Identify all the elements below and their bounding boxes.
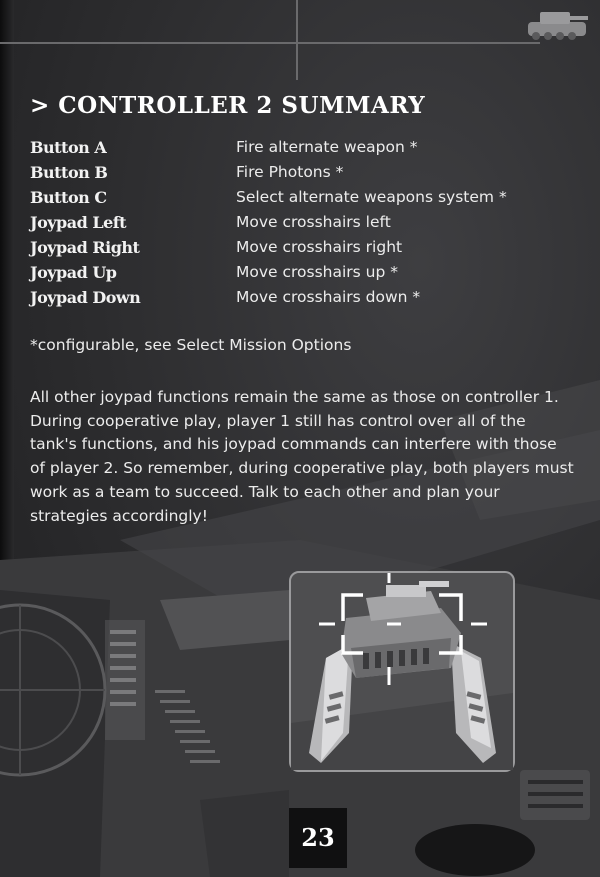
tank-crosshair-illustration <box>291 573 513 770</box>
body-paragraph: All other joypad functions remain the same as those on controller 1. During cooperative play, player 1 still has control over all of the tank's functions, and his joypad commands can interfere with those of player 2. So remember, during cooperative play, both players must work as a team to succeed. Talk to each other and plan your strategies accordingly! <box>30 388 574 525</box>
control-action: Move crosshairs left <box>236 213 391 231</box>
control-row <box>30 188 590 213</box>
control-key: Joypad Down <box>30 288 141 307</box>
control-row <box>30 213 590 238</box>
tank-illustration-panel <box>289 571 515 772</box>
header-rule <box>0 42 540 44</box>
control-key: Button A <box>30 138 107 157</box>
control-action: Move crosshairs right <box>236 238 403 256</box>
control-action: Fire alternate weapon * <box>236 138 418 156</box>
configurable-footnote: *configurable, see Select Mission Options <box>30 336 352 354</box>
tank-corner-icon <box>522 4 592 44</box>
section-title: > CONTROLLER 2 SUMMARY <box>30 92 426 119</box>
control-row <box>30 138 590 163</box>
control-key: Joypad Up <box>30 263 117 282</box>
control-row <box>30 263 590 288</box>
control-list <box>30 138 590 313</box>
control-row <box>30 238 590 263</box>
page-number: 23 <box>289 808 347 868</box>
control-action: Move crosshairs up * <box>236 263 399 281</box>
header-vertical-rule <box>296 0 298 80</box>
control-row <box>30 288 590 313</box>
control-row <box>30 163 590 188</box>
control-key: Joypad Left <box>30 213 127 232</box>
control-key: Button C <box>30 188 107 207</box>
control-action: Fire Photons * <box>236 163 344 181</box>
control-key: Joypad Right <box>30 238 140 257</box>
control-key: Button B <box>30 163 108 182</box>
control-action: Select alternate weapons system * <box>236 188 507 206</box>
control-action: Move crosshairs down * <box>236 288 421 306</box>
